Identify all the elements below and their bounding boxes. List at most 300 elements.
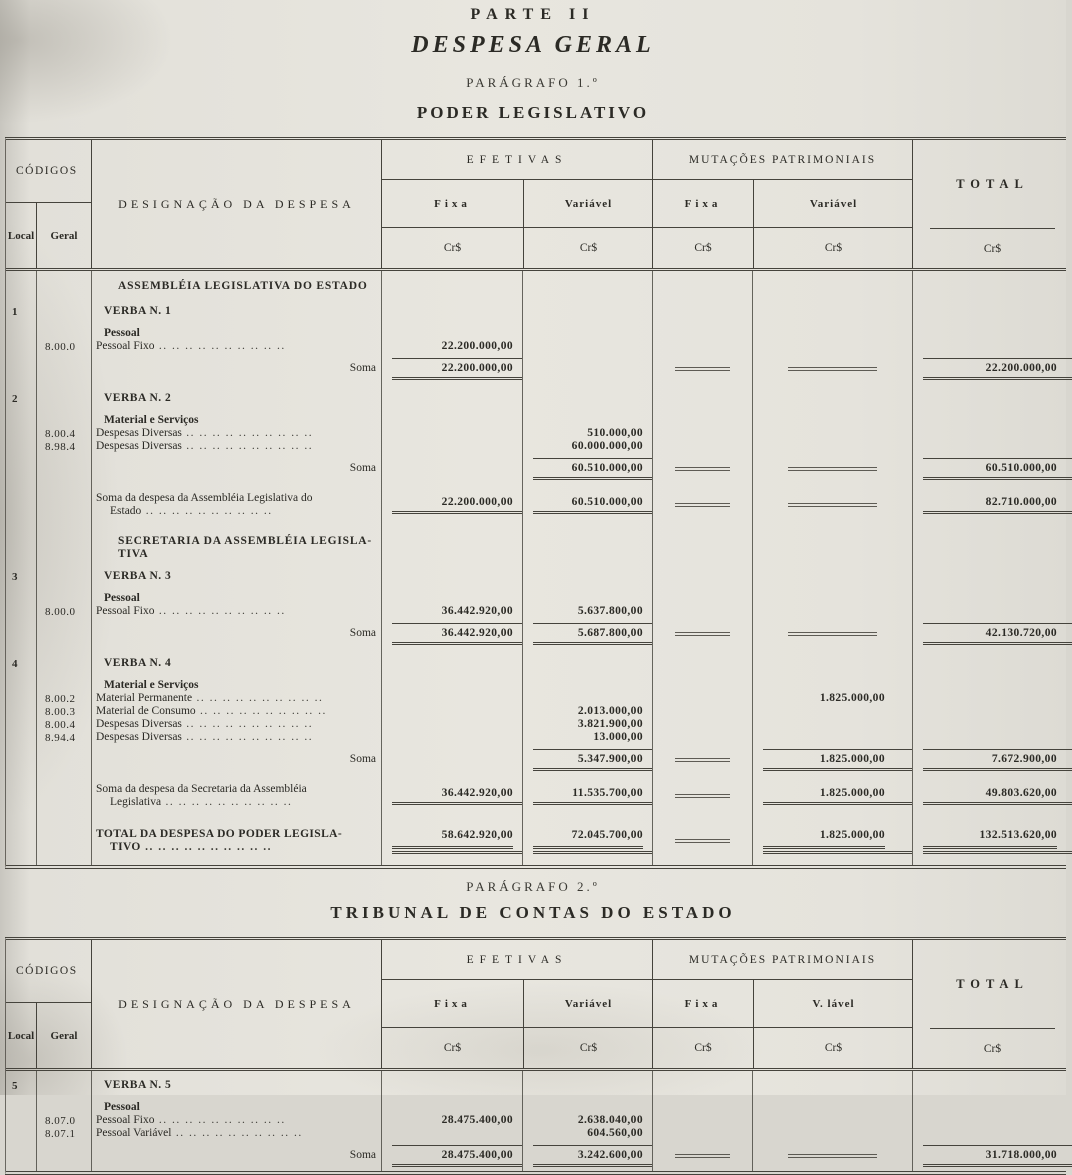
cell-ef-fixa xyxy=(381,817,522,865)
header-codigos-subrow xyxy=(6,202,91,268)
header-total-group xyxy=(912,140,1072,268)
cell-geral-code xyxy=(36,775,91,817)
cell-mut-fixa xyxy=(652,589,752,605)
cell-ef-var xyxy=(522,384,652,411)
cell-mut-var xyxy=(752,484,912,526)
cell-designacao xyxy=(91,440,381,453)
header-efetivas-group xyxy=(381,140,652,268)
cell-mut-fixa xyxy=(652,484,752,526)
cell-geral-code: 8.07.1 xyxy=(36,1127,91,1140)
header-geral-label: Geral xyxy=(36,1003,91,1068)
table-row xyxy=(6,440,1066,453)
header-mutacoes-label: MUTAÇÕES PATRIMONIAIS xyxy=(653,940,912,980)
cell-ef-fixa xyxy=(381,705,522,718)
header-variavel-label: Variável xyxy=(523,180,653,227)
cell-ef-fixa xyxy=(381,526,522,562)
cell-local-code xyxy=(6,271,36,297)
table-row xyxy=(6,1098,1066,1114)
cell-local-code xyxy=(6,731,36,744)
cell-local-code xyxy=(6,718,36,731)
budget-table xyxy=(5,937,1066,1175)
cell-mut-var xyxy=(752,817,912,865)
cell-mut-fixa xyxy=(652,340,752,353)
table-row xyxy=(6,775,1066,817)
designacao-label: Despesas Diversas .. .. .. .. .. .. .. .. .. .. xyxy=(96,731,314,743)
cell-geral-code: 8.00.4 xyxy=(36,718,91,731)
cell-mut-fixa xyxy=(652,1071,752,1098)
header-mutacoes-currency-row xyxy=(653,1028,912,1068)
cell-mut-fixa xyxy=(652,440,752,453)
cell-geral-code xyxy=(36,589,91,605)
cell-total xyxy=(912,618,1072,649)
cell-local-code xyxy=(6,817,36,865)
cell-designacao xyxy=(91,411,381,427)
empty-rule-mark xyxy=(675,632,730,636)
header-local-label: Local xyxy=(7,229,35,242)
table-row xyxy=(6,817,1066,865)
cell-ef-fixa xyxy=(381,718,522,731)
cell-designacao xyxy=(91,271,381,297)
table-row xyxy=(6,692,1066,705)
cell-ef-fixa xyxy=(381,297,522,324)
cell-local-code xyxy=(6,775,36,817)
cell-ef-var xyxy=(522,744,652,775)
cell-mut-fixa xyxy=(652,453,752,484)
cell-designacao xyxy=(91,340,381,353)
cell-designacao xyxy=(91,427,381,440)
cell-designacao xyxy=(91,1127,381,1140)
designacao-label: Material de Consumo .. .. .. .. .. .. .. .. .. .. xyxy=(96,705,327,717)
table-row xyxy=(6,705,1066,718)
table-row xyxy=(6,562,1066,589)
header-mutacoes-subrow xyxy=(653,980,912,1028)
cell-mut-var xyxy=(752,411,912,427)
cell-local-code xyxy=(6,589,36,605)
cell-designacao xyxy=(91,484,381,526)
header-currency-label: Cr$ xyxy=(443,242,462,254)
cell-designacao xyxy=(91,692,381,705)
header-total-label: TOTAL xyxy=(956,176,1029,191)
cell-mut-var xyxy=(752,453,912,484)
cell-mut-var xyxy=(752,589,912,605)
cell-mut-var xyxy=(752,692,912,705)
cell-ef-fixa xyxy=(381,324,522,340)
cell-geral-code xyxy=(36,1071,91,1098)
cell-ef-fixa xyxy=(381,676,522,692)
section-1-title: PODER LEGISLATIVO xyxy=(416,103,650,122)
cell-geral-code xyxy=(36,453,91,484)
cell-ef-fixa xyxy=(381,353,522,384)
cell-ef-fixa xyxy=(381,1127,522,1140)
cell-geral-code xyxy=(36,411,91,427)
cell-mut-var xyxy=(752,1071,912,1098)
designacao-label: TOTAL DA DESPESA DO PODER LEGISLA- TIVO .. .. .. .. .. .. .. .. .. .. xyxy=(96,828,381,854)
cell-total xyxy=(912,427,1072,440)
cell-total xyxy=(912,676,1072,692)
cell-designacao xyxy=(91,731,381,744)
cell-designacao xyxy=(91,676,381,692)
empty-rule-mark xyxy=(675,467,730,471)
amount-ef-var: 604.560,00 xyxy=(587,1127,643,1139)
amount-mut-var: 1.825.000,00 xyxy=(763,749,912,771)
cell-ef-var xyxy=(522,353,652,384)
cell-ef-var xyxy=(522,271,652,297)
cell-geral-code xyxy=(36,618,91,649)
amount-ef-fixa: 22.200.000,00 xyxy=(392,496,522,514)
cell-total xyxy=(912,340,1072,353)
designacao-label: Pessoal Fixo .. .. .. .. .. .. .. .. .. .. xyxy=(96,605,286,617)
header-mutacoes-group xyxy=(652,140,912,268)
cell-total xyxy=(912,731,1072,744)
designacao-label: Soma xyxy=(349,627,376,639)
cell-ef-fixa xyxy=(381,440,522,453)
cell-geral-code xyxy=(36,353,91,384)
amount-ef-var: 3.242.600,00 xyxy=(533,1145,652,1167)
cell-ef-var xyxy=(522,676,652,692)
designacao-label: Material e Serviços xyxy=(104,679,199,691)
empty-rule-mark xyxy=(675,794,730,798)
cell-ef-fixa xyxy=(381,744,522,775)
amount-ef-var: 11.535.700,00 xyxy=(533,787,652,805)
cell-ef-var xyxy=(522,484,652,526)
cell-total xyxy=(912,744,1072,775)
designacao-label: Soma xyxy=(349,462,376,474)
header-fixa-label: Fixa xyxy=(434,197,471,210)
cell-geral-code xyxy=(36,484,91,526)
header-fixa-label: Fixa xyxy=(684,197,722,210)
cell-mut-var xyxy=(752,440,912,453)
cell-local-code xyxy=(6,324,36,340)
cell-designacao xyxy=(91,649,381,676)
cell-local-code xyxy=(6,618,36,649)
cell-ef-var xyxy=(522,1098,652,1114)
designacao-label-continuation: TIVO .. .. .. .. .. .. .. .. .. .. xyxy=(110,841,273,853)
cell-local-code xyxy=(6,705,36,718)
cell-geral-code xyxy=(36,649,91,676)
amount-ef-fixa: 28.475.400,00 xyxy=(392,1145,522,1167)
cell-ef-var xyxy=(522,411,652,427)
cell-mut-var xyxy=(752,718,912,731)
designacao-label: Soma xyxy=(349,1149,376,1161)
cell-local-code: 1 xyxy=(12,306,18,318)
cell-geral-code: 8.00.2 xyxy=(36,692,91,705)
cell-ef-fixa xyxy=(381,411,522,427)
header-total-group xyxy=(912,940,1072,1068)
title-block xyxy=(0,0,1066,123)
cell-ef-var xyxy=(522,453,652,484)
table-row xyxy=(6,526,1066,562)
designacao-label-continuation: TIVA xyxy=(118,548,149,560)
cell-mut-fixa xyxy=(652,411,752,427)
designacao-label-continuation: Estado .. .. .. .. .. .. .. .. .. .. xyxy=(110,505,273,517)
header-mutacoes-subrow xyxy=(653,180,912,228)
designacao-label: Despesas Diversas .. .. .. .. .. .. .. .. .. .. xyxy=(96,440,314,452)
designacao-label-continuation: Legislativa .. .. .. .. .. .. .. .. .. .. xyxy=(110,796,293,808)
cell-mut-fixa xyxy=(652,297,752,324)
table-body xyxy=(6,271,1066,865)
header-codigos-group xyxy=(6,940,91,1068)
amount-mut-var: 1.825.000,00 xyxy=(763,787,912,805)
amount-ef-fixa: 58.642.920,00 xyxy=(392,829,522,854)
designacao-label: VERBA N. 3 xyxy=(104,570,172,582)
cell-mut-var xyxy=(752,562,912,589)
empty-rule-mark xyxy=(788,632,877,636)
amount-ef-var: 5.687.800,00 xyxy=(533,623,652,645)
cell-designacao xyxy=(91,718,381,731)
cell-mut-fixa xyxy=(652,817,752,865)
cell-total xyxy=(912,271,1072,297)
cell-mut-fixa xyxy=(652,384,752,411)
header-geral-label: Geral xyxy=(36,203,91,268)
amount-ef-fixa: 36.442.920,00 xyxy=(441,605,513,617)
cell-mut-var xyxy=(752,744,912,775)
cell-total xyxy=(912,526,1072,562)
designacao-label: Pessoal xyxy=(104,327,140,339)
cell-ef-var xyxy=(522,297,652,324)
designacao-label: Pessoal Fixo .. .. .. .. .. .. .. .. .. .. xyxy=(96,1114,286,1126)
cell-ef-fixa xyxy=(381,775,522,817)
cell-mut-fixa xyxy=(652,676,752,692)
cell-total xyxy=(912,605,1072,618)
cell-designacao xyxy=(91,526,381,562)
amount-ef-var: 510.000,00 xyxy=(587,427,643,439)
cell-mut-var xyxy=(752,775,912,817)
paragraph-2-label: PARÁGRAFO 2.º xyxy=(466,879,600,894)
cell-local-code xyxy=(6,484,36,526)
cell-geral-code: 8.07.0 xyxy=(36,1114,91,1127)
cell-ef-fixa xyxy=(381,589,522,605)
cell-ef-fixa xyxy=(381,618,522,649)
cell-mut-var xyxy=(752,1140,912,1171)
cell-mut-fixa xyxy=(652,526,752,562)
cell-total xyxy=(912,297,1072,324)
header-codigos-label: CÓDIGOS xyxy=(16,965,78,977)
dotted-leaders: .. .. .. .. .. .. .. .. .. .. xyxy=(192,692,324,704)
cell-local-code xyxy=(6,676,36,692)
table-header xyxy=(6,940,1066,1071)
table-row xyxy=(6,453,1066,484)
table-row xyxy=(6,427,1066,440)
designacao-label: VERBA N. 5 xyxy=(104,1079,172,1091)
header-efetivas-currency-row xyxy=(382,228,652,268)
cell-mut-fixa xyxy=(652,649,752,676)
cell-designacao xyxy=(91,324,381,340)
table-row xyxy=(6,1114,1066,1127)
cell-designacao xyxy=(91,817,381,865)
amount-ef-var: 3.821.900,00 xyxy=(577,718,643,730)
cell-designacao xyxy=(91,297,381,324)
table-row xyxy=(6,324,1066,340)
cell-designacao xyxy=(91,1098,381,1114)
header-efetivas-currency-row xyxy=(382,1028,652,1068)
table-row xyxy=(6,676,1066,692)
cell-mut-fixa xyxy=(652,427,752,440)
amount-ef-fixa: 22.200.000,00 xyxy=(441,340,513,352)
cell-ef-fixa xyxy=(381,562,522,589)
amount-ef-fixa: 22.200.000,00 xyxy=(392,358,522,380)
cell-mut-fixa xyxy=(652,692,752,705)
cell-mut-var xyxy=(752,1114,912,1127)
header-currency-label: Cr$ xyxy=(983,242,1002,255)
cell-designacao xyxy=(91,453,381,484)
header-efetivas-label: EFETIVAS xyxy=(382,940,652,980)
amount-ef-var: 13.000,00 xyxy=(593,731,643,743)
cell-ef-var xyxy=(522,1140,652,1171)
cell-ef-var xyxy=(522,1114,652,1127)
header-mutacoes-group xyxy=(652,940,912,1068)
cell-ef-fixa xyxy=(381,605,522,618)
cell-geral-code xyxy=(36,744,91,775)
table-row xyxy=(6,718,1066,731)
header-codigos-label: CÓDIGOS xyxy=(16,165,78,177)
cell-total xyxy=(912,817,1072,865)
cell-ef-var xyxy=(522,705,652,718)
cell-local-code xyxy=(6,440,36,453)
cell-designacao xyxy=(91,775,381,817)
cell-mut-var xyxy=(752,676,912,692)
header-currency-label: Cr$ xyxy=(694,1042,712,1054)
cell-local-code xyxy=(6,453,36,484)
header-total-label: TOTAL xyxy=(956,976,1029,991)
empty-rule-mark xyxy=(788,1154,877,1158)
header-currency-label: Cr$ xyxy=(753,1028,913,1068)
cell-mut-var xyxy=(752,618,912,649)
cell-mut-fixa xyxy=(652,1140,752,1171)
cell-local-code xyxy=(6,340,36,353)
header-efetivas-group xyxy=(381,940,652,1068)
cell-ef-var xyxy=(522,324,652,340)
empty-rule-mark xyxy=(675,503,730,507)
cell-total xyxy=(912,440,1072,453)
header-variavel-label: V. lável xyxy=(753,980,913,1027)
empty-rule-mark xyxy=(675,367,730,371)
cell-mut-fixa xyxy=(652,705,752,718)
cell-mut-var xyxy=(752,705,912,718)
amount-total: 60.510.000,00 xyxy=(923,458,1072,480)
header-variavel-label: Variável xyxy=(523,980,653,1027)
cell-mut-fixa xyxy=(652,618,752,649)
table-row xyxy=(6,340,1066,353)
cell-total xyxy=(912,692,1072,705)
paragraph-1-label: PARÁGRAFO 1.º xyxy=(466,75,600,90)
cell-designacao xyxy=(91,744,381,775)
cell-local-code xyxy=(6,1098,36,1114)
cell-local-code xyxy=(6,605,36,618)
cell-geral-code xyxy=(36,324,91,340)
cell-geral-code xyxy=(36,817,91,865)
cell-geral-code xyxy=(36,271,91,297)
table-row xyxy=(6,649,1066,676)
dotted-leaders: .. .. .. .. .. .. .. .. .. .. xyxy=(141,505,273,517)
header-designacao-label: DESIGNAÇÃO DA DESPESA xyxy=(91,940,381,1068)
designacao-label: VERBA N. 2 xyxy=(104,392,172,404)
cell-local-code xyxy=(6,353,36,384)
table-row xyxy=(6,411,1066,427)
cell-ef-fixa xyxy=(381,1140,522,1171)
header-currency-label: Cr$ xyxy=(753,228,913,268)
empty-rule-mark xyxy=(788,467,877,471)
amount-ef-var: 60.510.000,00 xyxy=(533,458,652,480)
cell-local-code: 5 xyxy=(12,1080,18,1092)
header-fixa-label: Fixa xyxy=(434,997,471,1010)
amount-total: 82.710.000,00 xyxy=(923,496,1072,514)
amount-ef-var: 2.638.040,00 xyxy=(577,1114,643,1126)
header-codigos-group xyxy=(6,140,91,268)
header-currency-label: Cr$ xyxy=(694,242,712,254)
amount-ef-var: 5.347.900,00 xyxy=(533,749,652,771)
cell-mut-var xyxy=(752,324,912,340)
cell-total xyxy=(912,484,1072,526)
cell-total xyxy=(912,718,1072,731)
table-row xyxy=(6,1140,1066,1171)
cell-total xyxy=(912,353,1072,384)
cell-ef-fixa xyxy=(381,649,522,676)
cell-local-code xyxy=(6,411,36,427)
empty-rule-mark xyxy=(675,758,730,762)
header-fixa-label: Fixa xyxy=(684,997,722,1010)
dotted-leaders: .. .. .. .. .. .. .. .. .. .. xyxy=(161,796,293,808)
amount-total: 31.718.000,00 xyxy=(923,1145,1072,1167)
amount-ef-var: 5.637.800,00 xyxy=(577,605,643,617)
cell-mut-var xyxy=(752,649,912,676)
amount-total: 7.672.900,00 xyxy=(923,749,1072,771)
cell-ef-var xyxy=(522,440,652,453)
header-efetivas-subrow xyxy=(382,980,652,1028)
designacao-label: Soma xyxy=(349,362,376,374)
cell-total xyxy=(912,705,1072,718)
header-currency-label: Cr$ xyxy=(523,228,653,268)
table-row xyxy=(6,384,1066,411)
cell-geral-code: 8.94.4 xyxy=(36,731,91,744)
designacao-label: Soma da despesa da Secretaria da Assembléia Legislativa .. .. .. .. .. .. .. .. .. .. xyxy=(96,783,381,809)
cell-ef-var xyxy=(522,692,652,705)
empty-rule-mark xyxy=(788,367,877,371)
cell-mut-var xyxy=(752,384,912,411)
cell-local-code: 3 xyxy=(12,571,18,583)
designacao-label: Pessoal Fixo .. .. .. .. .. .. .. .. .. .. xyxy=(96,340,286,352)
cell-total xyxy=(912,1140,1072,1171)
cell-ef-var xyxy=(522,718,652,731)
cell-mut-fixa xyxy=(652,731,752,744)
cell-ef-fixa xyxy=(381,484,522,526)
cell-mut-var xyxy=(752,297,912,324)
budget-table xyxy=(5,137,1066,869)
table-row xyxy=(6,353,1066,384)
amount-ef-var: 2.013.000,00 xyxy=(577,705,643,717)
dotted-leaders: .. .. .. .. .. .. .. .. .. .. xyxy=(181,718,314,730)
cell-ef-var xyxy=(522,589,652,605)
designacao-label: VERBA N. 1 xyxy=(104,305,172,317)
table-row xyxy=(6,297,1066,324)
header-mutacoes-label: MUTAÇÕES PATRIMONIAIS xyxy=(653,140,912,180)
cell-local-code xyxy=(6,1140,36,1171)
dotted-leaders: .. .. .. .. .. .. .. .. .. .. xyxy=(154,340,286,352)
table-row xyxy=(6,618,1066,649)
table-row xyxy=(6,1127,1066,1140)
dotted-leaders: .. .. .. .. .. .. .. .. .. .. xyxy=(181,440,314,452)
cell-designacao xyxy=(91,1114,381,1127)
cell-ef-var xyxy=(522,649,652,676)
dotted-leaders: .. .. .. .. .. .. .. .. .. .. xyxy=(195,705,327,717)
cell-geral-code: 8.00.0 xyxy=(36,605,91,618)
cell-total xyxy=(912,384,1072,411)
designacao-label: Pessoal xyxy=(104,1101,140,1113)
cell-total xyxy=(912,1098,1072,1114)
header-local-label: Local xyxy=(7,1029,35,1042)
amount-ef-var: 60.000.000,00 xyxy=(571,440,643,452)
cell-mut-fixa xyxy=(652,562,752,589)
dotted-leaders: .. .. .. .. .. .. .. .. .. .. xyxy=(171,1127,303,1139)
